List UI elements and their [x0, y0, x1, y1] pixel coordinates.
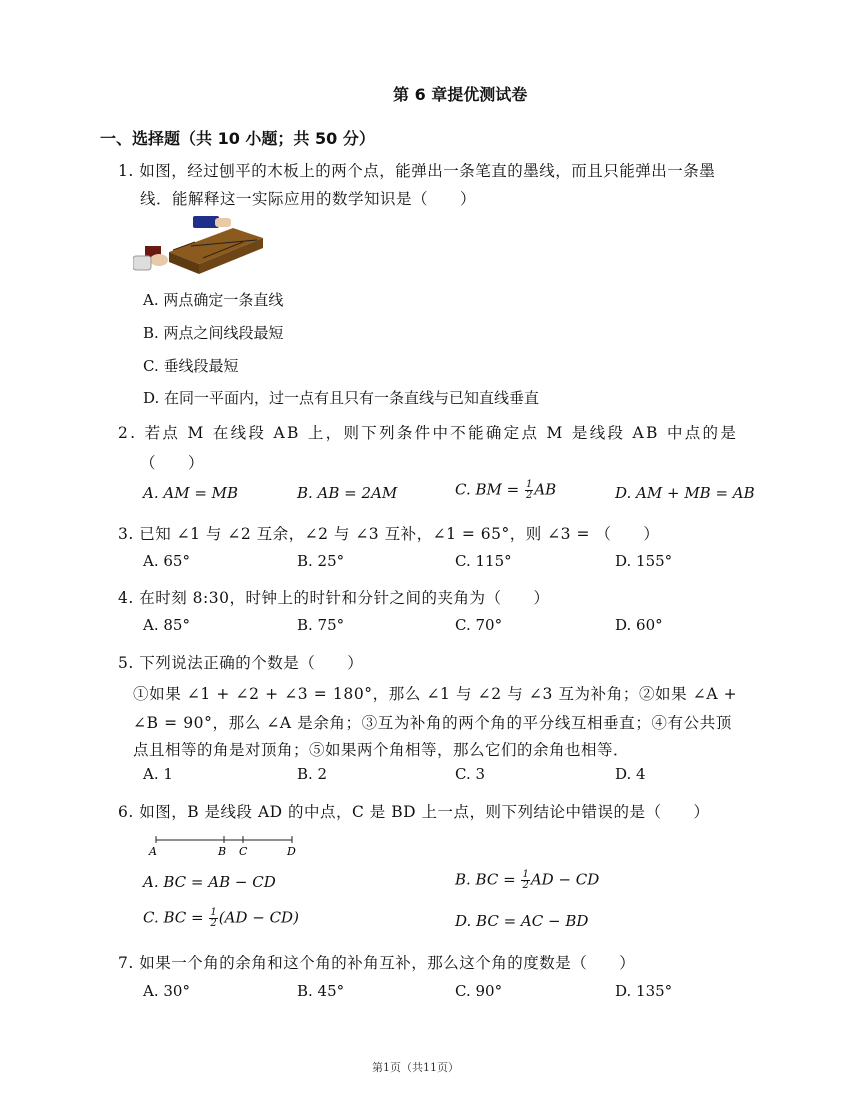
question-6-option-c-suffix: (AD − CD)	[218, 908, 299, 927]
fraction-denominator: 2	[522, 880, 529, 891]
point-label-b: B	[218, 845, 227, 858]
question-6-segment-figure	[146, 833, 306, 859]
question-1-figure	[133, 212, 265, 278]
question-2-option-c-suffix: AB	[534, 480, 557, 499]
section-heading: 一、选择题（共 10 小题；共 50 分）	[100, 129, 375, 148]
fraction-numerator: 1	[210, 907, 217, 918]
question-5-line-3: ∠B = 90°，那么 ∠A 是余角；③互为补角的两个角的平分线互相垂直；④有公共顶	[133, 714, 732, 732]
fraction-denominator: 2	[210, 918, 217, 929]
question-3-option-a: A. 65°	[143, 552, 190, 570]
question-6-option-b-suffix: AD − CD	[530, 870, 600, 889]
question-2-option-a: A. AM = MB	[143, 484, 239, 502]
question-7-option-c: C. 90°	[455, 982, 503, 1000]
fraction-numerator: 1	[522, 869, 529, 880]
question-3-option-c: C. 115°	[455, 552, 512, 570]
question-1-line-2: 线．能解释这一实际应用的数学知识是（ ）	[140, 190, 477, 208]
question-7-line-1: 7. 如果一个角的余角和这个角的补角互补，那么这个角的度数是（ ）	[118, 954, 636, 972]
point-label-a: A	[149, 845, 157, 858]
question-1-line-1: 1. 如图，经过刨平的木板上的两个点，能弹出一条笔直的墨线，而且只能弹出一条墨	[118, 162, 716, 180]
question-4-line-1: 4. 在时刻 8:30，时钟上的时针和分针之间的夹角为（ ）	[118, 589, 550, 607]
question-4-option-d: D. 60°	[615, 616, 663, 634]
question-7-option-d: D. 135°	[615, 982, 673, 1000]
question-3-line-1: 3. 已知 ∠1 与 ∠2 互余，∠2 与 ∠3 互补，∠1 = 65°，则 ∠3 = （ ）	[118, 525, 660, 543]
question-6-option-c-prefix: C. BC =	[143, 908, 209, 927]
fraction-numerator: 1	[525, 479, 533, 490]
question-2-line-1: 2. 若点 M 在线段 AB 上，则下列条件中不能确定点 M 是线段 AB 中点的是	[118, 424, 739, 442]
question-4-option-b: B. 75°	[297, 616, 345, 634]
question-1-option-c: C. 垂线段最短	[143, 357, 239, 375]
question-2-option-d: D. AM + MB = AB	[615, 484, 755, 502]
fraction	[521, 870, 529, 891]
question-5-option-a: A. 1	[143, 765, 173, 783]
question-5-option-d: D. 4	[615, 765, 646, 783]
question-5-option-c: C. 3	[455, 765, 486, 783]
page-footer: 第1页（共11页）	[372, 1061, 459, 1074]
question-7-option-a: A. 30°	[143, 982, 190, 1000]
question-6-option-b-prefix: B. BC =	[455, 870, 521, 889]
question-3-option-b: B. 25°	[297, 552, 345, 570]
question-6-line-1: 6. 如图，B 是线段 AD 的中点，C 是 BD 上一点，则下列结论中错误的是（ ）	[118, 803, 710, 821]
question-2-option-b: B. AB = 2AM	[297, 484, 398, 502]
question-6-option-b	[455, 870, 599, 891]
question-5-line-1: 5. 下列说法正确的个数是（ ）	[118, 654, 364, 672]
fraction-denominator: 2	[525, 490, 533, 501]
fraction	[525, 480, 533, 501]
question-5-option-b: B. 2	[297, 765, 328, 783]
point-label-d: D	[287, 845, 296, 858]
question-5-line-2: ①如果 ∠1 + ∠2 + ∠3 = 180°，那么 ∠1 与 ∠2 与 ∠3 互为补角；②如果 ∠A +	[133, 685, 738, 703]
question-3-option-d: D. 155°	[615, 552, 673, 570]
question-6-option-c	[143, 908, 299, 929]
question-5-line-4: 点且相等的角是对顶角；⑤如果两个角相等，那么它们的余角也相等．	[133, 741, 630, 759]
question-1-option-d: D. 在同一平面内，过一点有且只有一条直线与已知直线垂直	[143, 389, 540, 407]
question-1-option-b: B. 两点之间线段最短	[143, 324, 284, 342]
question-4-option-c: C. 70°	[455, 616, 503, 634]
question-6-option-d: D. BC = AC − BD	[455, 912, 589, 930]
question-2-option-c	[455, 480, 556, 501]
question-2-line-2: （ ）	[140, 454, 205, 472]
question-6-option-a: A. BC = AB − CD	[143, 873, 276, 891]
question-4-option-a: A. 85°	[143, 616, 190, 634]
question-2-option-c-prefix: C. BM =	[455, 480, 524, 499]
point-label-c: C	[239, 845, 248, 858]
page-title: 第 6 章提优测试卷	[393, 85, 528, 104]
fraction	[209, 908, 217, 929]
question-1-option-a: A. 两点确定一条直线	[143, 291, 284, 309]
question-7-option-b: B. 45°	[297, 982, 345, 1000]
